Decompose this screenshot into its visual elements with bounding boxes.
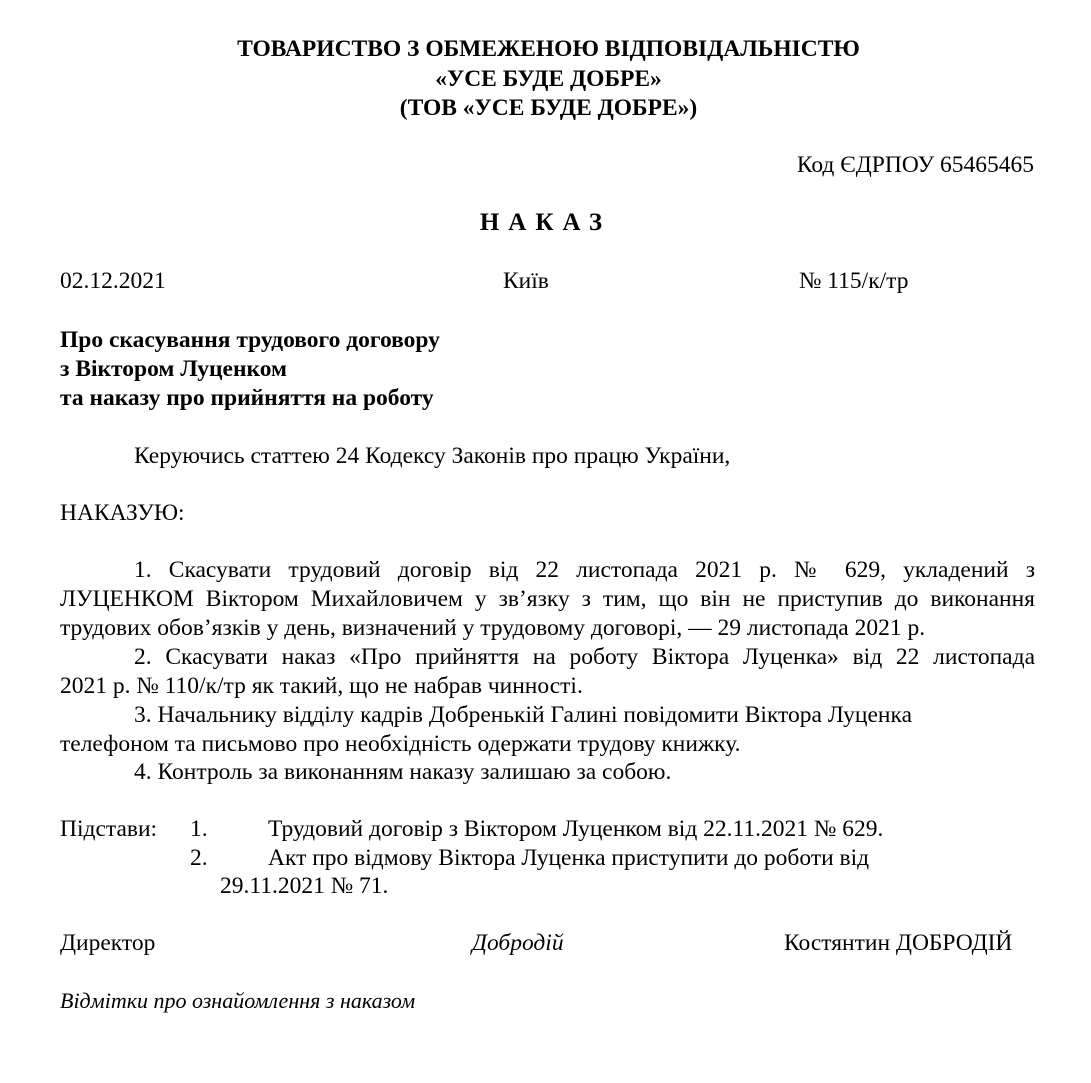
order-item-2-line: 2. Скасувати наказ «Про прийняття на роботу Віктора Луценка» від 22 листопада xyxy=(134,644,1035,670)
order-item-2-line: 2021 р. № 110/к/тр як такий, що не набрав чинності. xyxy=(60,673,583,699)
ground-entry-text: Трудовий договір з Віктором Луценком від 22.11.2021 № 629. xyxy=(268,816,884,842)
order-subject-line: з Віктором Луценком xyxy=(60,356,288,382)
document-title: НАКАЗ xyxy=(479,209,612,236)
signature: Добродій xyxy=(472,930,564,956)
order-city: Київ xyxy=(503,268,549,294)
organization-quoted-name: «УСЕ БУДЕ ДОБРЕ» xyxy=(435,66,662,92)
order-item-3-line: телефоном та письмово про необхідність одержати трудову книжку. xyxy=(60,731,741,757)
order-item-4-line: 4. Контроль за виконанням наказу залишаю за собою. xyxy=(134,759,672,785)
order-item-1-line: трудових обов’язків у день, визначений у трудовому договорі, — 29 листопада 2021 р. xyxy=(60,615,926,641)
edrpou-code: Код ЄДРПОУ 65465465 xyxy=(796,152,1034,178)
ground-entry-continuation: 29.11.2021 № 71. xyxy=(220,873,389,899)
order-subject-line: та наказу про прийняття на роботу xyxy=(60,385,434,411)
ground-entry-number: 1. xyxy=(190,816,208,842)
organization-full-name: ТОВАРИСТВО З ОБМЕЖЕНОЮ ВІДПОВІДАЛЬНІСТЮ xyxy=(237,36,860,62)
order-number: № 115/к/тр xyxy=(799,268,909,294)
ground-entry-number: 2. xyxy=(190,845,208,871)
organization-short-name: (ТОВ «УСЕ БУДЕ ДОБРЕ») xyxy=(399,95,698,121)
ground-entry-text: Акт про відмову Віктора Луценка приступити до роботи від xyxy=(268,845,870,871)
order-date: 02.12.2021 xyxy=(60,268,166,294)
order-item-3-line: 3. Начальнику відділу кадрів Добренькій Галині повідомити Віктора Луценка xyxy=(134,702,913,728)
grounds-label: Підстави: xyxy=(60,816,158,842)
order-subject-line: Про скасування трудового договору xyxy=(60,327,440,353)
order-item-1-line: ЛУЦЕНКОМ Віктором Михайловичем у зв’язку з тим, що він не приступив до виконання xyxy=(60,586,1035,612)
signer-name: Костянтин ДОБРОДІЙ xyxy=(784,930,1013,956)
legal-basis-preamble: Керуючись статтею 24 Кодексу Законів про працю України, xyxy=(134,443,731,469)
order-item-1-line: 1. Скасувати трудовий договір від 22 листопада 2021 р. № 629, укладений з xyxy=(134,557,1035,583)
command-word: НАКАЗУЮ: xyxy=(60,500,185,526)
signer-position: Директор xyxy=(60,930,156,956)
acknowledgement-note: Відмітки про ознайомлення з наказом xyxy=(60,988,416,1013)
